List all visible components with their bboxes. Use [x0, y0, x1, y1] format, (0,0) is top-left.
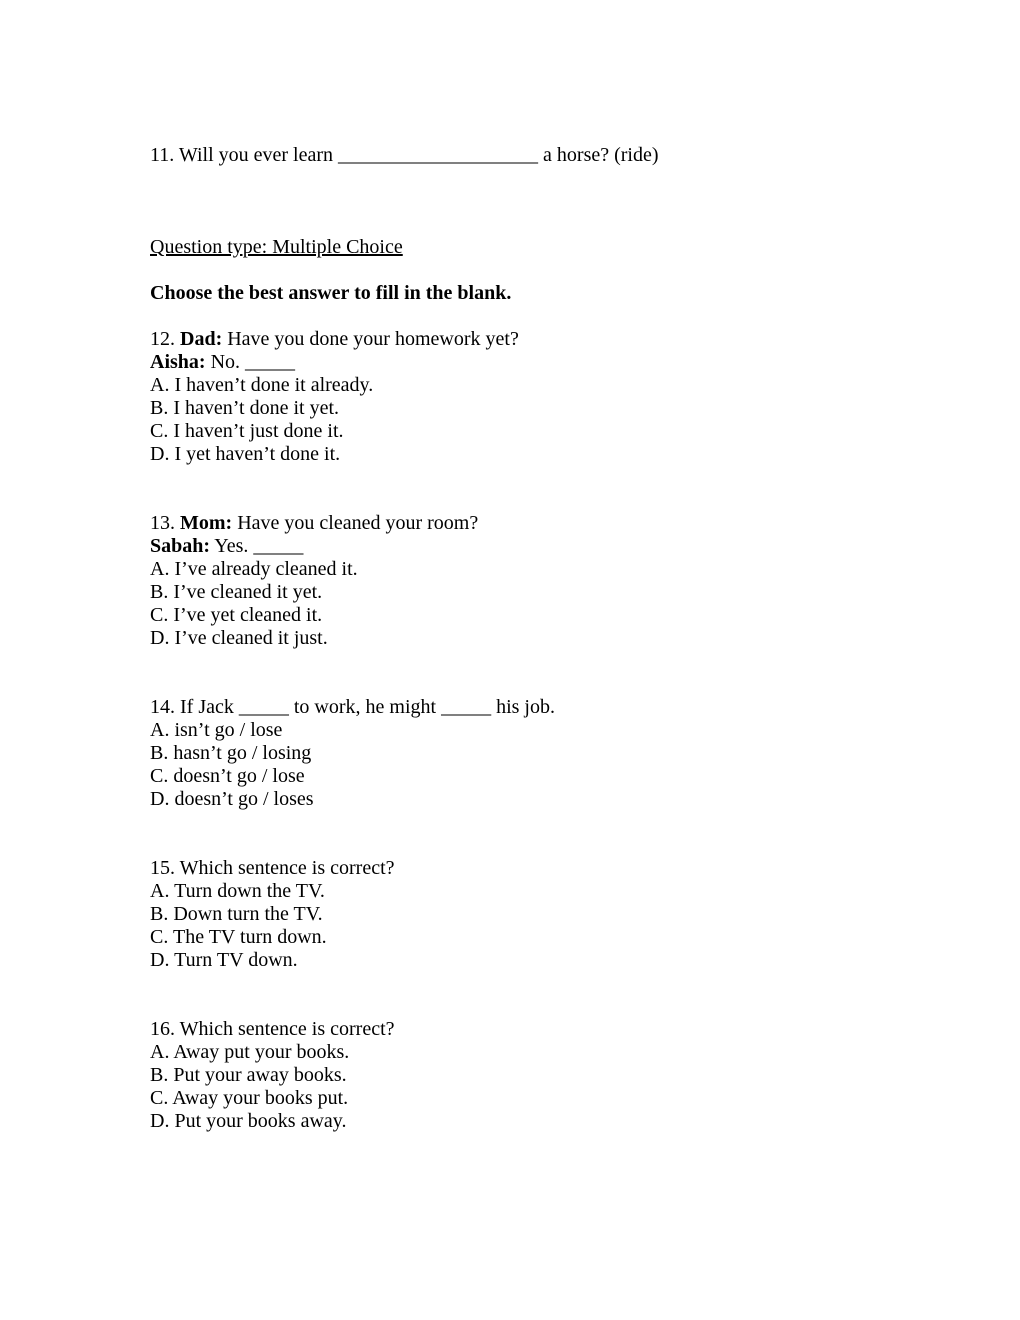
question-14-option-b: B. hasn’t go / losing	[150, 742, 312, 764]
question-14-option-d: D. doesn’t go / loses	[150, 788, 314, 810]
question-15-prompt: 15. Which sentence is correct?	[150, 857, 395, 879]
question-13-speaker1-text: Have you cleaned your room?	[232, 512, 479, 534]
question-16-option-c: C. Away your books put.	[150, 1087, 349, 1109]
question-13	[150, 512, 870, 650]
question-13-option-c: C. I’ve yet cleaned it.	[150, 604, 323, 626]
question-13-reply	[150, 535, 870, 558]
question-12-prompt	[150, 328, 870, 351]
question-13-prompt	[150, 512, 870, 535]
question-14-prompt: 14. If Jack _____ to work, he might _____ his job.	[150, 696, 555, 718]
question-16-prompt: 16. Which sentence is correct?	[150, 1018, 395, 1040]
question-12-reply	[150, 351, 870, 374]
question-13-number: 13.	[150, 512, 180, 534]
question-12	[150, 328, 870, 466]
question-15-option-c: C. The TV turn down.	[150, 926, 327, 948]
question-13-option-b: B. I’ve cleaned it yet.	[150, 581, 323, 603]
question-13-speaker2: Sabah:	[150, 535, 211, 557]
question-16-option-b: B. Put your away books.	[150, 1064, 347, 1086]
instruction-text: Choose the best answer to fill in the blank.	[150, 282, 512, 304]
question-12-speaker1: Dad:	[180, 328, 223, 350]
question-16	[150, 1018, 870, 1133]
question-12-number: 12.	[150, 328, 180, 350]
question-15-option-b: B. Down turn the TV.	[150, 903, 323, 925]
question-13-option-d: D. I’ve cleaned it just.	[150, 627, 328, 649]
question-12-speaker2-text: No. _____	[205, 351, 296, 373]
question-16-option-d: D. Put your books away.	[150, 1110, 347, 1132]
section-heading	[150, 236, 870, 259]
question-12-option-a: A. I haven’t done it already.	[150, 374, 374, 396]
question-13-option-a: A. I’ve already cleaned it.	[150, 558, 358, 580]
question-16-option-a: A. Away put your books.	[150, 1041, 350, 1063]
question-14-option-c: C. doesn’t go / lose	[150, 765, 305, 787]
question-13-speaker1: Mom:	[180, 512, 233, 534]
question-11-text: 11. Will you ever learn ____________________ a horse? (ride)	[150, 144, 659, 166]
question-14	[150, 696, 870, 811]
question-14-option-a: A. isn’t go / lose	[150, 719, 283, 741]
document-content	[150, 144, 870, 1133]
question-15-option-d: D. Turn TV down.	[150, 949, 298, 971]
question-12-option-b: B. I haven’t done it yet.	[150, 397, 340, 419]
question-15	[150, 857, 870, 972]
section-heading-text: Question type: Multiple Choice	[150, 236, 403, 258]
question-12-speaker2: Aisha:	[150, 351, 206, 373]
question-12-speaker1-text: Have you done your homework yet?	[222, 328, 519, 350]
question-12-option-d: D. I yet haven’t done it.	[150, 443, 341, 465]
question-13-speaker2-text: Yes. _____	[210, 535, 304, 557]
question-12-option-c: C. I haven’t just done it.	[150, 420, 344, 442]
question-15-option-a: A. Turn down the TV.	[150, 880, 325, 902]
